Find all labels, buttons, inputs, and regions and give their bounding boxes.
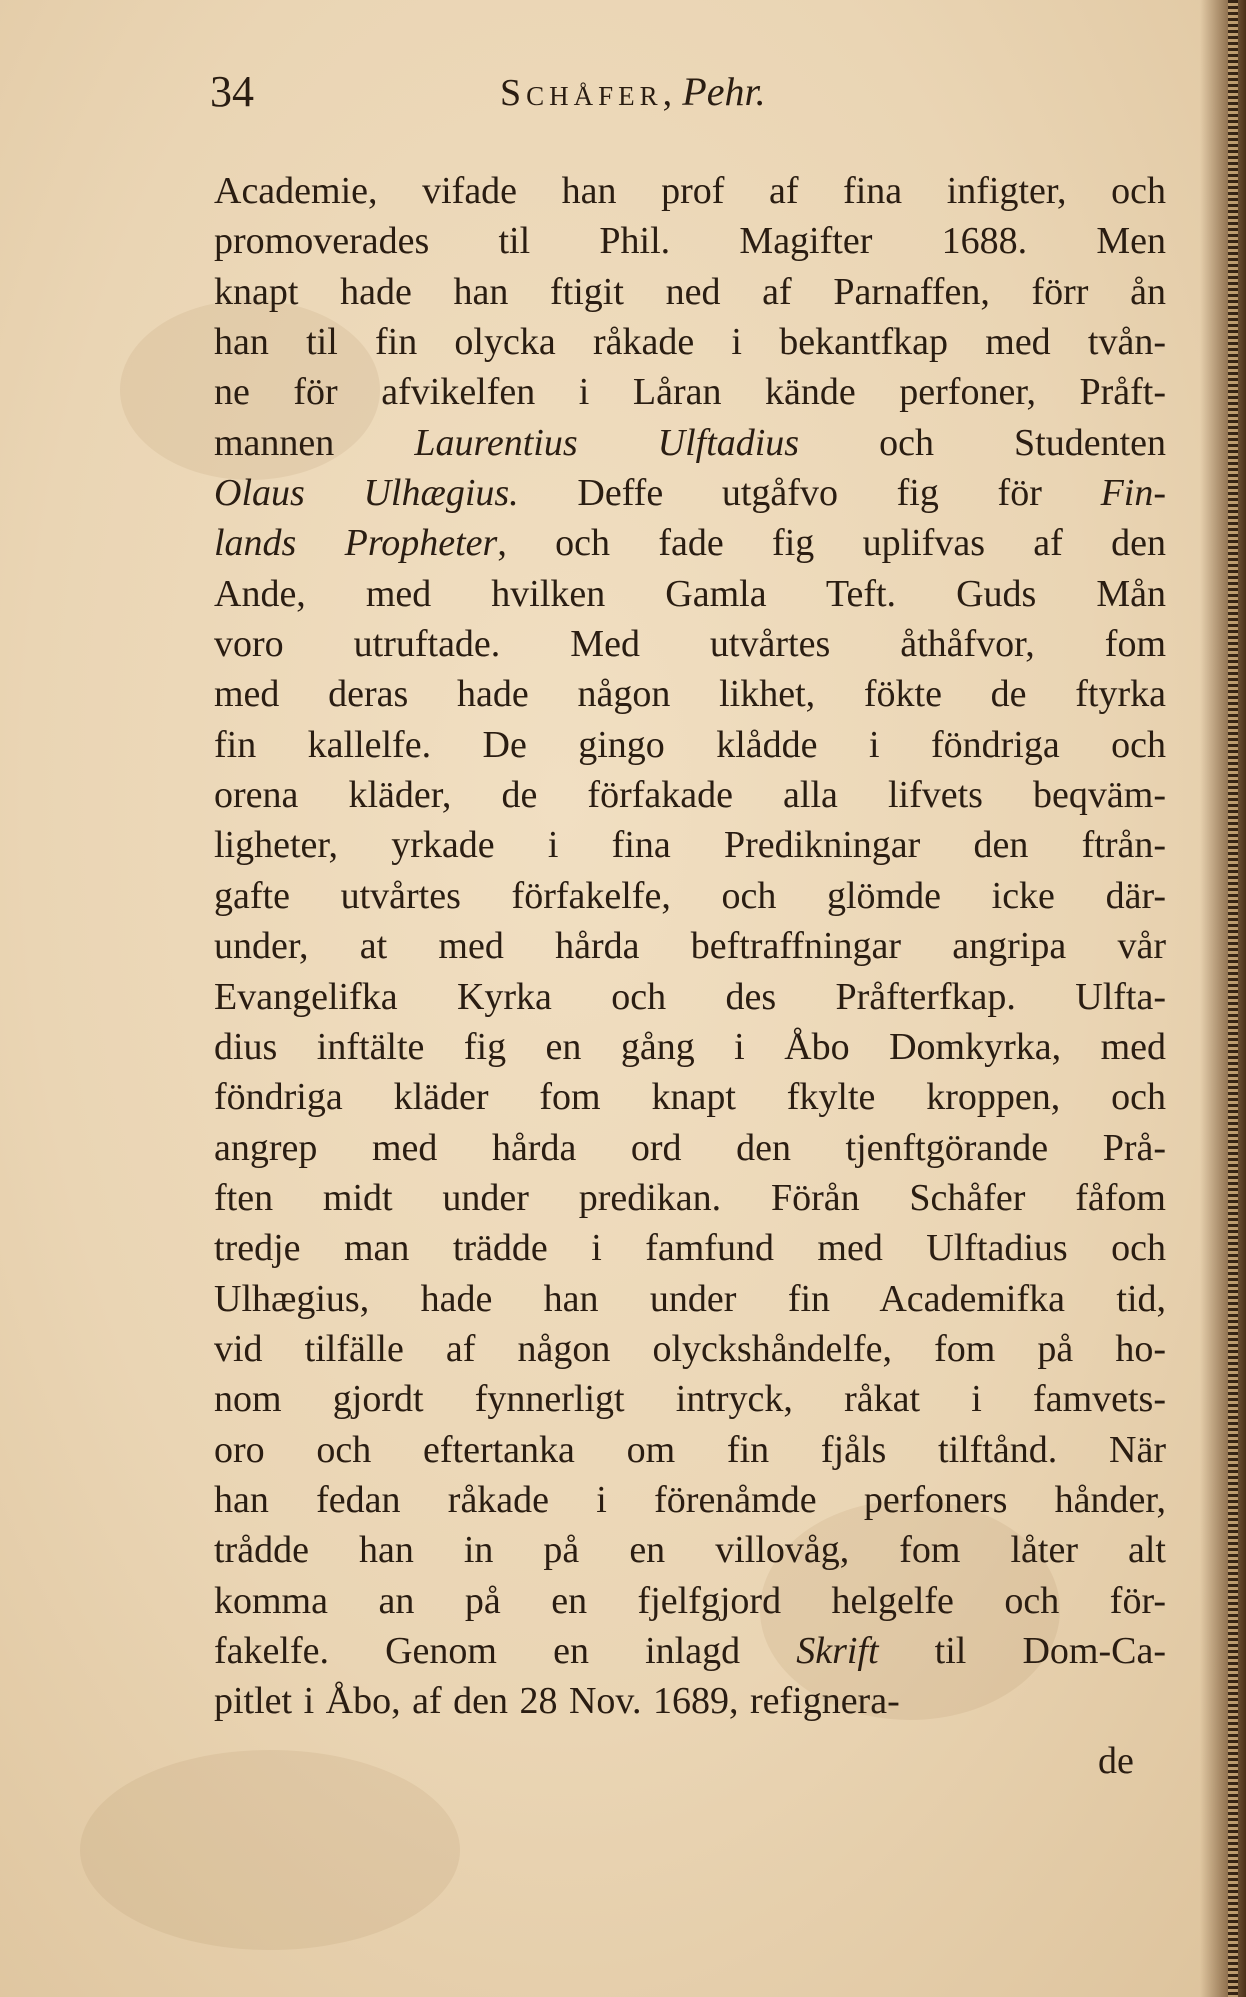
page-number: 34 [210,67,254,116]
text-line [214,1676,1166,1726]
text-line [214,1022,1166,1072]
text-segment: och Studenten [799,421,1166,464]
running-head-given: Pehr. [682,69,766,114]
text-segment: oro och eftertanka om fin fjåls tilftånd. När [214,1428,1166,1471]
text-segment: Deffe utgåfvo fig för [518,472,1101,515]
text-line [214,1223,1166,1273]
italic-segment: lands Propheter [214,522,498,565]
text-segment: pitlet i Åbo, af den 28 Nov. 1689, refignera- [214,1680,900,1723]
italic-segment: Fin- [1100,472,1166,515]
text-segment: han fedan råkade i förenåmde perfoners hånder, [214,1478,1166,1521]
text-segment: tredje man trädde i famfund med Ulftadius och [214,1227,1166,1270]
italic-segment: Olaus Ulhægius. [214,472,519,515]
text-line [214,770,1166,820]
text-segment: Evangelifka Kyrka och des Pråfterfkap. Ulfta- [214,975,1166,1018]
text-line [214,267,1166,317]
text-segment: ligheter, yrkade i fina Predikningar den ftrån- [214,824,1166,867]
text-segment: angrep med hårda ord den tjenftgörande Prå- [214,1126,1166,1169]
text-line [214,1374,1166,1424]
text-line [214,1576,1166,1626]
text-segment: nom gjordt fynnerligt intryck, råkat i famvets- [214,1378,1166,1421]
italic-segment: Laurentius Ulftadius [414,421,800,464]
text-segment: orena kläder, de förfakade alla lifvets beqväm- [214,774,1166,817]
text-segment: ne för afvikelfen i Låran kände perfoner, Pråft- [214,371,1166,414]
text-segment: Ande, med hvilken Gamla Teft. Guds Mån [214,572,1166,615]
text-line [214,1123,1166,1173]
page-edge-shadow [1200,0,1246,1997]
text-segment: gafte utvårtes förfakelfe, och glömde icke där- [214,874,1166,917]
body-text [214,166,1166,1727]
text-segment: mannen [214,421,415,464]
text-line [214,418,1166,468]
text-segment: han til fin olycka råkade i bekantfkap med tvån- [214,321,1166,364]
text-line [214,1475,1166,1525]
text-line [214,972,1166,1022]
text-line [214,619,1166,669]
text-segment: dius inftälte fig en gång i Åbo Domkyrka, med [214,1025,1166,1068]
text-line [214,1274,1166,1324]
text-segment: promoverades til Phil. Magifter 1688. Men [214,220,1166,263]
text-line [214,1173,1166,1223]
text-segment: voro utruftade. Med utvårtes åthåfvor, fom [214,623,1166,666]
italic-segment: Skrift [796,1629,879,1672]
text-segment: , och fade fig uplifvas af den [497,522,1167,565]
text-segment: vid tilfälle af någon olyckshåndelfe, fom på ho- [214,1327,1166,1370]
text-line [214,921,1166,971]
running-head [500,62,766,130]
text-segment: komma an på en fjelfgjord helgelfe och för- [214,1579,1166,1622]
text-line [214,367,1166,417]
text-line [214,1525,1166,1575]
text-line [214,1626,1166,1676]
text-segment: Ulhægius, hade han under fin Academifka tid, [214,1277,1166,1320]
text-line [214,468,1166,518]
text-line [214,871,1166,921]
text-line [214,820,1166,870]
catchword: de [1098,1740,1134,1782]
running-head-surname: Schåfer, [500,72,678,114]
page-edge-leaves [1228,0,1238,1997]
text-segment: trådde han in på en villovåg, fom låter alt [214,1529,1166,1572]
text-line [214,669,1166,719]
text-line [214,1425,1166,1475]
text-line [214,518,1166,568]
text-segment: knapt hade han ftigit ned af Parnaffen, förr ån [214,270,1166,313]
text-line [214,1324,1166,1374]
text-segment: til Dom-Ca- [878,1629,1166,1672]
text-segment: ften midt under predikan. Förån Schåfer fåfom [214,1176,1166,1219]
text-line [214,216,1166,266]
text-line [214,166,1166,216]
text-segment: under, at med hårda beftraffningar angripa vår [214,925,1166,968]
running-header [210,62,1180,122]
text-segment: med deras hade någon likhet, fökte de ftyrka [214,673,1166,716]
text-line [214,317,1166,367]
text-segment: Academie, vifade han prof af fina infigter, och [214,170,1166,212]
text-segment: föndriga kläder fom knapt fkylte kroppen, och [214,1076,1166,1119]
text-segment: fakelfe. Genom en inlagd [214,1629,797,1672]
text-segment: fin kallelfe. De gingo klådde i föndriga och [214,723,1166,766]
text-line [214,720,1166,770]
text-line [214,569,1166,619]
paper-stain [80,1750,460,1950]
text-line [214,1072,1166,1122]
